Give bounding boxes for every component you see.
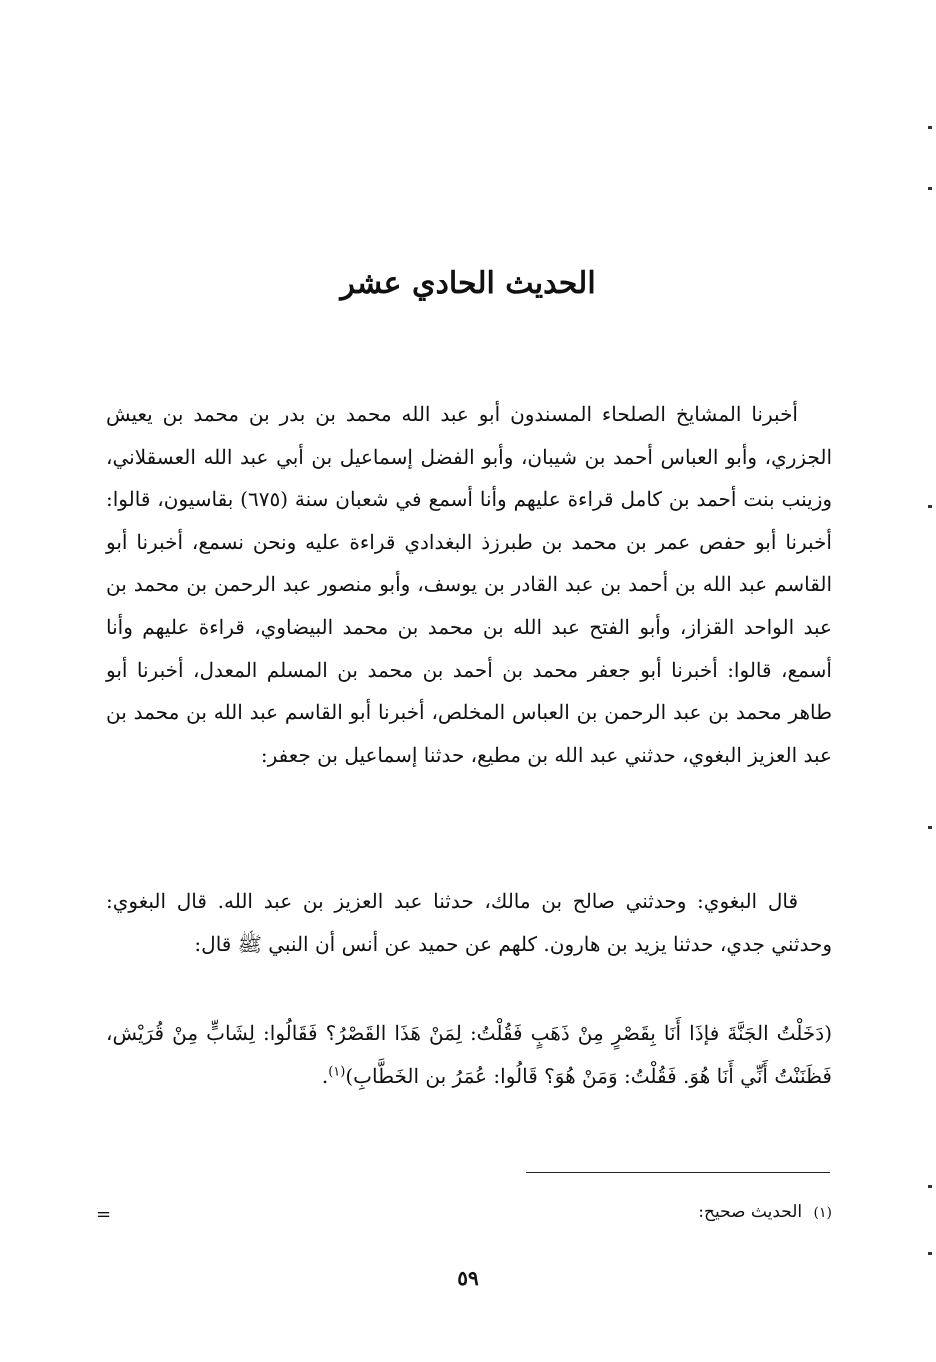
edge-mark [928, 1252, 932, 1255]
edge-mark [928, 1185, 932, 1188]
edge-mark [928, 126, 932, 129]
edge-mark [928, 826, 932, 829]
hadith-text-paragraph [106, 1012, 832, 1097]
page-number: ٥٩ [457, 1266, 479, 1290]
footnote [106, 1196, 832, 1229]
footnote-reference: (١) [328, 1063, 346, 1079]
edge-mark [928, 187, 932, 190]
edge-mark [928, 505, 932, 508]
chapter-title: الحديث الحادي عشر [340, 266, 596, 301]
hadith-end-period: . [321, 1063, 329, 1088]
baghawi-paragraph: قال البغوي: وحدثني صالح بن مالك، حدثنا عبد العزيز بن عبد الله. قال البغوي: وحدثني جدي، حدثنا يزيد بن هارون. كلهم عن حميد عن أنس أن النبي ﷺ قال: [106, 889, 832, 956]
isnad-paragraph: أخبرنا المشايخ الصلحاء المسندون أبو عبد الله محمد بن بدر بن محمد بن يعيش الجزري، وأبو العباس أحمد بن شيبان، وأبو الفضل إسماعيل بن أبي عبد الله العسقلاني، وزينب بنت أحمد بن كامل قراءة عليهم وأنا أسمع في شعبان سنة (٦٧٥) بقاسيون، قالوا: أخبرنا أبو حفص عمر بن محمد بن طبرزذ البغدادي قراءة عليه ونحن نسمع، أخبرنا أبو القاسم عبد الله بن أحمد بن عبد القادر بن يوسف، وأبو منصور عبد الرحمن بن محمد بن عبد الواحد القزاز، وأبو الفتح عبد الله بن محمد بن محمد البيضاوي، قراءة عليهم وأنا أسمع، قالوا: أخبرنا أبو جعفر محمد بن أحمد بن محمد بن المسلم المعدل، أخبرنا أبو طاهر محمد بن عبد الرحمن بن العباس المخلص، أخبرنا أبو القاسم عبد الله بن محمد بن عبد العزيز البغوي، حدثني عبد الله بن مطيع، حدثنا إسماعيل بن جعفر: [106, 402, 833, 767]
footnote-text: الحديث صحيح: [698, 1202, 803, 1222]
footnote-marker: (١) [813, 1205, 832, 1221]
footnote-separator [526, 1172, 830, 1173]
continuation-mark: = [96, 1204, 112, 1225]
hadith-text: (دَخَلْتُ الجَنَّةَ فإذَا أَنَا بِقَصْرٍ مِنْ ذَهَبٍ فَقُلْتُ: لِمَنْ هَذَا القَصْرُ؟ فَقَالُوا: لِشَابٍّ مِنْ قُرَيْش، فَظَنَنْتُ أَنِّي أَنَا هُوَ. فَقُلْتُ: وَمَنْ هُوَ؟ قَالُوا: عُمَرُ بن الخَطَّابِ) [106, 1021, 832, 1088]
